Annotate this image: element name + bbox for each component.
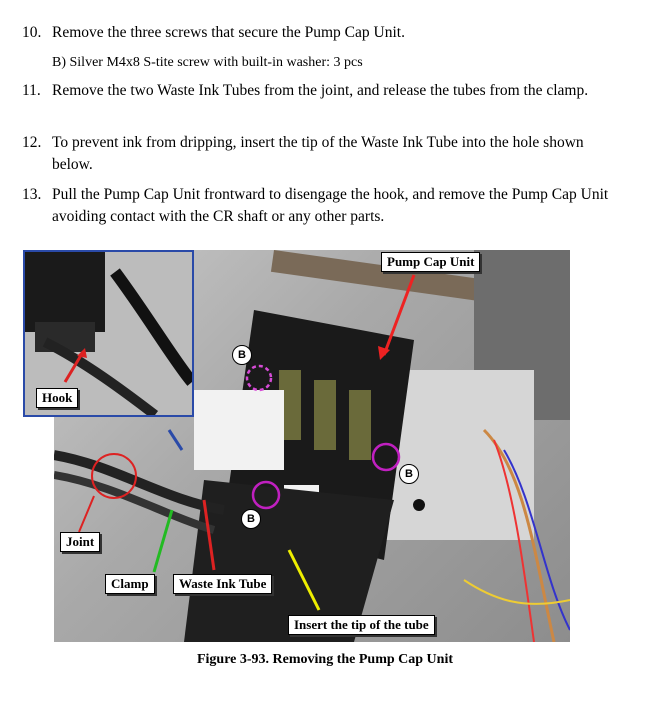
step-text: Pull the Pump Cap Unit frontward to disengage the hook, and remove the Pump Cap Unit avoiding contact with the CR shaft or any other parts.	[52, 186, 609, 225]
step-text: Remove the three screws that secure the Pump Cap Unit.	[52, 24, 405, 41]
label-pump-cap-unit: Pump Cap Unit	[381, 252, 480, 272]
step-number: 12.	[22, 134, 42, 151]
screw-b-marker: B	[232, 345, 252, 365]
screw-b-marker: B	[241, 509, 261, 529]
step-number: 10.	[22, 24, 42, 41]
screw-b-marker: B	[399, 464, 419, 484]
figure-caption: Figure 3-93. Removing the Pump Cap Unit	[196, 652, 454, 667]
step-10-sub: B) Silver M4x8 S-tite screw with built-in washer: 3 pcs	[52, 55, 363, 70]
label-joint: Joint	[60, 532, 100, 552]
label-hook: Hook	[36, 388, 78, 408]
step-number: 11.	[22, 82, 41, 99]
label-insert-tip: Insert the tip of the tube	[288, 615, 435, 635]
step-text: To prevent ink from dripping, insert the tip of the Waste Ink Tube into the hole shown below.	[52, 134, 584, 173]
step-number: 13.	[22, 186, 42, 203]
label-waste-ink-tube: Waste Ink Tube	[173, 574, 272, 594]
step-text: Remove the two Waste Ink Tubes from the joint, and release the tubes from the clamp.	[52, 82, 589, 99]
label-clamp: Clamp	[105, 574, 155, 594]
